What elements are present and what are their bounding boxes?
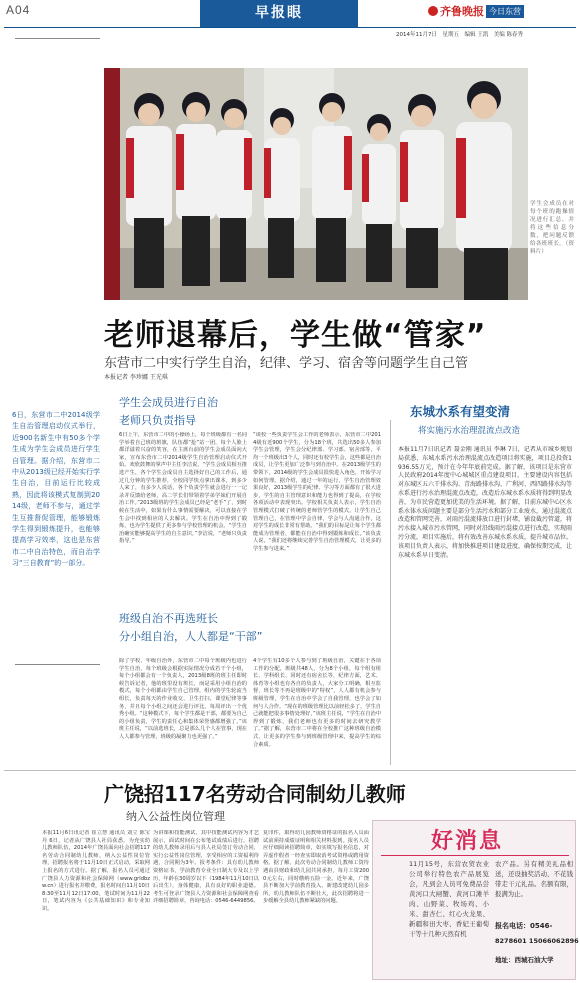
story3-col1: 本报11月6日讯记者 崔立慧 通讯员 刘立 陈宝丹 6日，记者从广饶县人社局获悉，为充实幼儿教师队伍，2014年广饶县面向社会招聘117名劳动合同制幼儿教师，纳入公益性岗位管理，招聘报名将于11月10日正式启动，采取网上报名的方式进行。据了解，报名人员可通过广饶县人力资源和社会保障网（www.grldbzw.cn）进行报名并缴费，报名时间自11月10日8:30至11月12日17:00，笔试时间为11月22日，笔试内容为《公共基础知识》和专业知识。 xyxy=(42,830,150,912)
header-rule xyxy=(4,27,576,28)
sec2-col1: 除了学校、年级自治外，东营市二中每个班级内也进行学生自治，每个班级会根据实际情况分成若干个小组，每个小组都会有一个负责人，2013级8班的班主任即时候告诉记者，他的班里没有班长，而是采用小组自治的模式，每个小组都由学生自己管理，组内的学生轮流当组长，负责每天的作业收交、卫生打扫、课堂纪律等事务，并且每个小组之间还会进行评比，每周评出一个优秀小组。“这种模式下，每个学生都是干部，都要为自己的小组负责，学生的责任心和集体荣誉感都增强了，”该班主任说，“以前选班长，总是那么几个人在管事，现在人人都参与管理，班级的凝聚力也更强了。” xyxy=(119,658,247,740)
ad-body-2: 农产品。另有精美礼品相送，还设抽奖活动，不花钱带走干元礼品。名额有限，报满为止。 xyxy=(495,860,573,898)
paper-logo xyxy=(428,3,524,19)
issue-info: 2014年11月7日 星期五 编辑 王凯 美编 陈春秀 xyxy=(396,32,523,38)
story2-body: 本报11月7日讯记者 聂金刚 通讯员 李琳 7日，记者从市城乡规划局获悉，东城水系污水治理混流点改造项目将实施，项目总投资1936.55万元，预计在今年年底前完成。据了解，该项目是东营市人民政府2014年度中心城城区重点建设项目，主要建设内容包括对东城区五六干排水沟、青海路排水沟、广利河、西四路排水沟等水系进行污水治理混流点改造，改造后东城水系水质将得到明显改善，为市民营造更加优美的生活环境。据了解，目前东城中心区水系水体水质问题主要是部分生活污水和部分工业废水，通过混流点改造和管网完善，对雨污混流排放口进行封堵，铺设截污管道，将污水接入城市污水管网，同时对沿线雨污混接点进行改造，实现雨污分流。项目实施后，将有效改善东城水系水质，提升城市品位。该项目负责人表示，将加快推进项目建设进度，确保按期完成，让东城水系早日变清。 xyxy=(398,446,572,559)
page-number: A04 xyxy=(6,3,31,17)
story3-subtitle: 纳入公益性岗位管理 xyxy=(126,810,225,823)
section-title: 早报眼 xyxy=(255,5,303,21)
sec1-col2: “谈校一些负责学生会工作的老师表示，东营市二中2014级有近900个学生，分为18个班，共选出50多人参加学生会管理，学生会分纪律部、学习部、宿舍部等，平均一个班级出3个人，同时还有校学生会，这些都是自治成员，让学生更加广泛参与到自治中。在2013级学生的带领下，2014级的学生会成员很快进入角色，开始学习如何管理。据介绍，通过一年的运行，学生自治管理效果良好，2013级学生的纪律、学习等方面都有了很大进步，学生的自主管理意识和能力也得到了提高，在学校各项活动中表现突出。学校相关负责人表示，学生自治管理模式打破了传统的老师管学生的模式，让学生自己管理自己，在管理中学会自律，学会与人沟通合作，这对学生的成长非常有帮助。“我们的目标是让每个学生都能成为管理者，都能在自治中得到锻炼和成长，”该负责人说，“我们还将继续完善学生自治管理模式，让更多的学生参与进来。” xyxy=(253,432,381,552)
section-banner xyxy=(200,0,358,27)
story2-title: 东城水系有望变清 xyxy=(410,404,511,419)
ad-phone-label: 报名电话：0546- xyxy=(495,922,553,930)
sec2-heading-2: 分小组自治，人人都是“干部” xyxy=(119,630,263,643)
sec1-col1: 6日上午，东营市二中的小操场上，每个班级都有一名同学举着自己班的班旗，队伍都“抢”站一团，每个人脸上都洋溢着兴奋的笑容，在主席台前的学生会成员面向大家，宣布东营市二中2014级学生自治管理启动仪式开始。欢欣鼓舞的掌声中主任李洁说，“学生会成员相互推选产生，各个学生会成员自主选择好自己的工作后，通过几分钟的学生推荐，全校同学快点拿出课本，到多少人来了，有多少人说话，各个负责学生就会进行一一记录并反馈给老师，高二学长们带领着学弟学妹们开展自治工作。”2013级班的学生会成员已经是“老手”了，到时候在生活中，如果有什么事情需要解决，可以直接在学生会中找到相应的人去解决。学生在自治中得到了锻炼，也为学生提供了更多参与学校管理的机会。“学生自治确实能够提高学生的自主意识，”李洁说，“老师只负责指导。” xyxy=(119,432,247,545)
photo-caption: 学生会成员在对每个班的跑操情况进行汇总，并将这些信息分数，把问题反馈给各班班长。（资料片） xyxy=(530,201,574,255)
story1-photo xyxy=(104,68,528,300)
story1-lead: 6日，东营市二中2014级学生自治管理启动仪式举行，近900名新生中有50多个学生成为学生会成员进行学生自管理。据介绍，东营市二中从2013级已经开始实行学生自治，目前运行比较成熟，因此将该模式复制到2014级，老师不参与，通过学生互推督促管理，能够锻炼学生得到锻炼提升，也能够提高学习效率，这也是东营市二中自治特色，而自治学习“三自教育”的一部分。 xyxy=(12,411,100,568)
section-divider xyxy=(4,770,576,771)
left-rule-top xyxy=(15,38,100,39)
sec1-heading-1: 学生会成员进行自治 xyxy=(119,396,218,409)
ad-title: 好消息 xyxy=(431,829,504,854)
ad-divider xyxy=(381,855,569,856)
story1-byline: 本报记者 李珍娜 王光琪 xyxy=(104,374,168,381)
story3-col2: 为讲课和技能测试，其中技能测试内容为才艺展示，面试时间在公布笔试成绩后进行。招聘的幼儿教师录用后与县人社局签订劳动合同，实行公益性岗位管理，享受相应的工资福利待遇，合同期为3年。报考条件：具有幼儿教师资格证书，学前教育专业全日制大专及以上学历，年龄在30周岁以下（1984年11月10日以后出生），身体健康，具有良好的职业道德。考生可登录广饶县人力资源和社会保障网查看详细招聘简章，咨询电话：0546-6449856。 xyxy=(153,830,259,905)
sec2-heading-1: 班级自治不再选班长 xyxy=(119,612,218,625)
ad-box xyxy=(372,820,579,980)
photo-scene xyxy=(104,68,528,300)
paper-logo-icon xyxy=(428,6,438,16)
paper-edition: 今日东营 xyxy=(486,5,524,18)
paper-name: 齐鲁晚报 xyxy=(440,6,484,18)
ad-body-1: 11月15号，东营农贸农业公司举行特色农产品展览会，凡到会人员可免费品尝黄河口大闸蟹、黄河口滩羊肉、山野菜、牧场鸡、小米、甜杏仁、红心火龙果、新疆和田大枣、香妃王葡萄干等十几种天然有机 xyxy=(409,860,489,938)
story3-title: 广饶招117名劳动合同制幼儿教师 xyxy=(104,782,406,806)
ad-phone-number: 8278601 15066062896 xyxy=(495,937,579,945)
story2-rule xyxy=(390,420,391,765)
story1-title: 老师退幕后，学生做“管家” xyxy=(104,318,487,353)
sec1-heading-2: 老师只负责指导 xyxy=(119,414,196,427)
story1-subtitle: 东营市二中实行学生自治，纪律、学习、宿舍等问题学生自己管 xyxy=(104,356,469,371)
sec2-col2: 4个学生有10多个人参与到了班级自治，关键在于各项工作的分配，班级共48人，分为8个小组，每个组有组长、学科组长、同时还有宿舍长等，纪律方面，艺术、体育等小组也有各自的负责人，大家分工明确，相互监督，班长等不再是班级中的“特权”，人人都有机会参与班级管理，学生在自治中学会了自我管理，也学会了如何与人合作。“现在的班级管理比以前轻松多了，学生自己就能把很多事情处理好，”该班主任说，“学生在自治中得到了锻炼，我们老师也有更多的时间去研究教学了。”据了解，东营市二中将在全校推广这种班级自治模式，让更多的学生参与到班级管理中来，提高学生的综合素质。 xyxy=(253,658,381,748)
left-rule-bottom xyxy=(15,664,100,665)
story3-col3: 复印件，取得幼儿园教师资格证的报名人员面试前须持成绩证明和相关材料报到。报名人员应仔细阅读招聘简章，如实填写报名信息，对弄虚作假者一经查实即取消考试资格或聘用资格。据了解，此次劳动合同制幼儿教师工资待遇由县财政和幼儿园共同承担，每月工资2000元左右，同时缴纳五险一金。近年来，广饶县不断加大学前教育投入，新建改建幼儿园多所，幼儿教师队伍不断壮大，此次招聘将进一步缓解全县幼儿教师紧缺的问题。 xyxy=(263,830,369,905)
ad-address: 地址：西城石油大学 xyxy=(495,956,554,964)
story2-subtitle: 将实施污水治理混流点改造 xyxy=(418,426,521,436)
